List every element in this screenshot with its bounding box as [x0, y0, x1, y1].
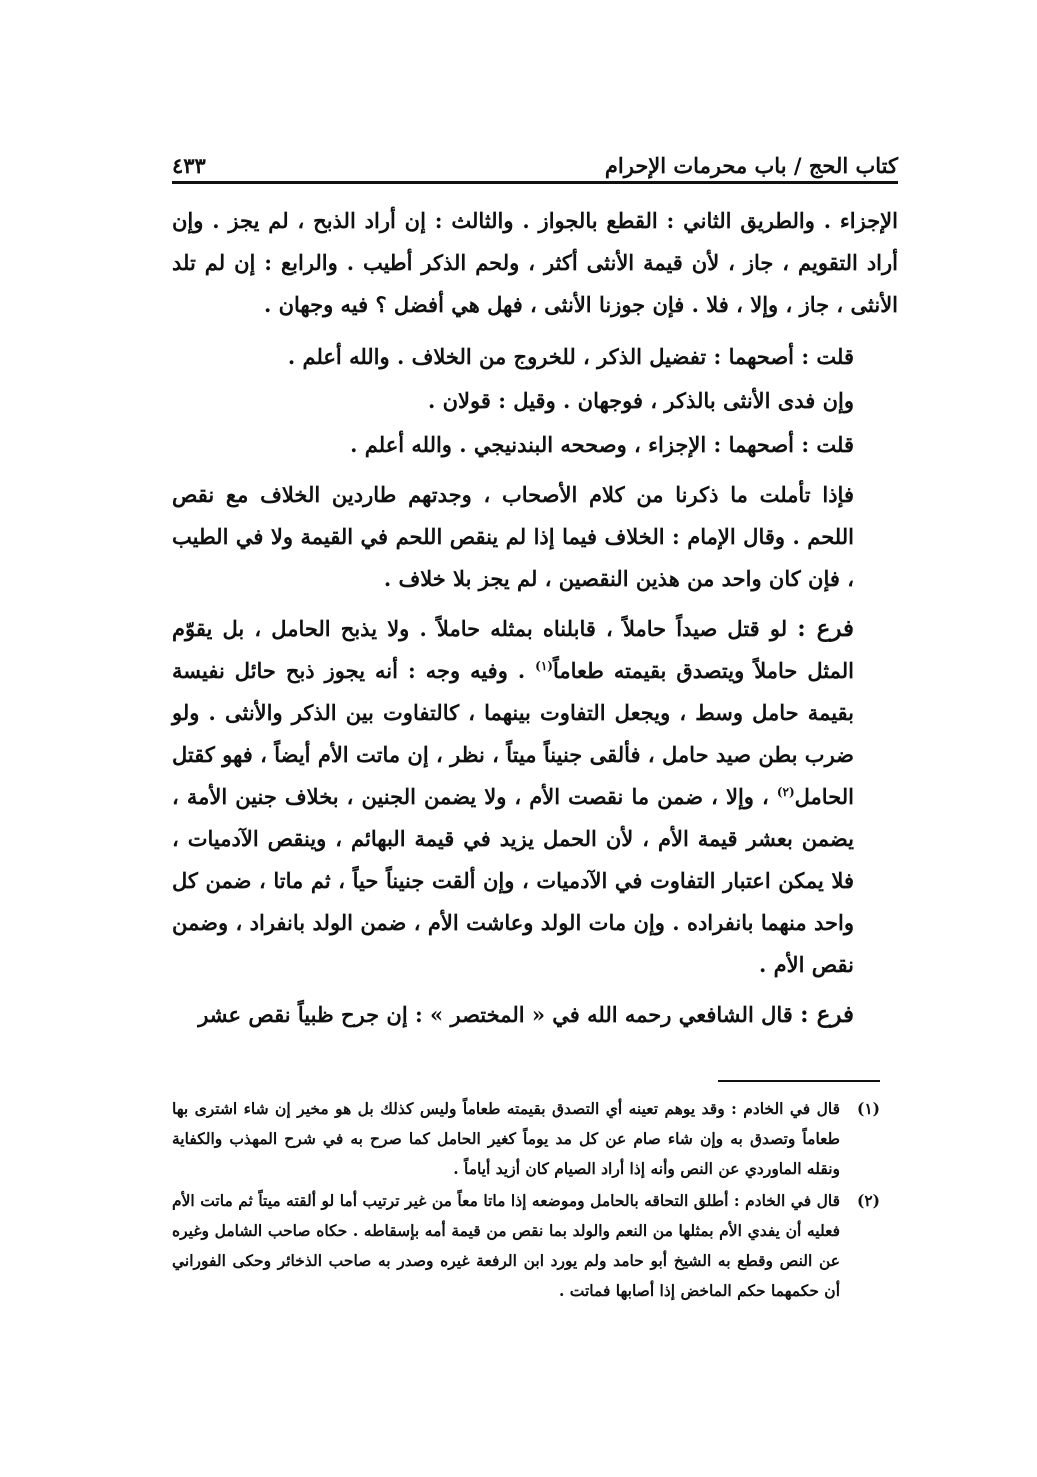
- paragraph-text: قال الشافعي رحمه الله في « المختصر » : إن جرح ظبياً نقص عشر: [198, 1002, 793, 1027]
- footnote-text: قال في الخادم : وقد يوهم تعينه أي التصدق بقيمته طعاماً وليس كذلك بل هو مخير إن شاء اشترى بها طعاماً وتصدق به وإن شاء صام عن كل مد يوماً كغير الحامل كما صرح به في شرح المهذب والكفاية ونقله الماوردي عن النص وأنه إذا أراد الصيام كان أزيد أياماً .: [172, 1099, 840, 1178]
- footnote-number: (٢): [856, 1191, 880, 1210]
- footnote: [172, 1186, 880, 1306]
- footnotes: [172, 1094, 880, 1308]
- page-number: ٤٣٣: [172, 153, 206, 178]
- footnote-number: (١): [856, 1099, 880, 1118]
- paragraph: الإجزاء . والطريق الثاني : القطع بالجواز . والثالث : إن أراد الذبح ، لم يجز . وإن أراد التقويم ، جاز ، لأن قيمة الأنثى أكثر ، ولحم الذكر أطيب . والرابع : إن لم تلد الأنثى ، جاز ، وإلا ، فلا . فإن جوزنا الأنثى ، فهل هي أفضل ؟ فيه وجهان .: [172, 208, 898, 317]
- footnote-divider: [718, 1080, 880, 1082]
- footnote-marker[interactable]: (٢): [776, 785, 795, 799]
- paragraph-far: [172, 608, 898, 986]
- footnote: [172, 1094, 880, 1184]
- running-header: [172, 138, 898, 178]
- paragraph: قلت : أصحهما : الإجزاء ، وصححه البندنيجي . والله أعلم .: [350, 432, 854, 457]
- paragraph-text: ، وإلا ، ضمن ما نقصت الأم ، ولا يضمن الجنين ، بخلاف جنين الأمة ، يضمن بعشر قيمة الأم ، لأن الحمل يزيد في قيمة البهائم ، وينقص الآدميات ، فلا يمكن اعتبار التفاوت في الآدميات ، وإن ألقت جنيناً حياً ، ثم ماتا ، ضمن كل واحد منهما بانفراده . وإن مات الولد وعاشت الأم ، ضمن الولد بانفراد ، وضمن نقص الأم .: [172, 784, 854, 977]
- footnote-marker[interactable]: (١): [535, 659, 553, 673]
- paragraph: فإذا تأملت ما ذكرنا من كلام الأصحاب ، وجدتهم طاردين الخلاف مع نقص اللحم . وقال الإمام : الخلاف فيما إذا لم ينقص اللحم في القيمة ولا في الطيب ، فإن كان واحد من هذين النقصين ، لم يجز بلا خلاف .: [172, 482, 854, 591]
- paragraph-far: [172, 994, 898, 1036]
- far-heading: فرع :: [797, 615, 855, 642]
- far-heading: فرع :: [800, 1001, 854, 1028]
- paragraph: وإن فدى الأنثى بالذكر ، فوجهان . وقيل : قولان .: [428, 388, 854, 413]
- paragraph: قلت : أصحهما : تفضيل الذكر ، للخروج من الخلاف . والله أعلم .: [287, 344, 854, 369]
- header-divider: [172, 181, 898, 184]
- main-text: [172, 200, 898, 1044]
- paragraph-text: لو قتل صيداً حاملاً ، قابلناه بمثله حاملاً . ولا يذبح الحامل ، بل يقوّم المثل حاملاً ويتصدق بقيمته طعاماً: [172, 616, 854, 683]
- chapter-title: كتاب الحج / باب محرمات الإحرام: [604, 153, 898, 178]
- paragraph-text: . وفيه وجه : أنه يجوز ذبح حائل نفيسة بقيمة حامل وسط ، ويجعل التفاوت بينهما ، كالتفاوت بين الذكر والأنثى . ولو ضرب بطن صيد حامل ، فألقى جنيناً ميتاً ، نظر ، إن ماتت الأم أيضاً ، فهو كقتل الحامل: [172, 658, 854, 809]
- footnote-text: قال في الخادم : أطلق التحاقه بالحامل وموضعه إذا ماتا معاً من غير ترتيب أما لو ألقته ميتاً ثم ماتت الأم فعليه أن يفدي الأم بمثلها من النعم والولد بما نقص من قيمة أمه بإسقاطه . حكاه صاحب الشامل وغيره عن النص وقطع به الشيخ أبو حامد ولم يورد ابن الرفعة غيره وصدر به صاحب الذخائر وحكى الفوراني أن حكمهما حكم الماخض إذا أصابها فماتت .: [172, 1191, 840, 1300]
